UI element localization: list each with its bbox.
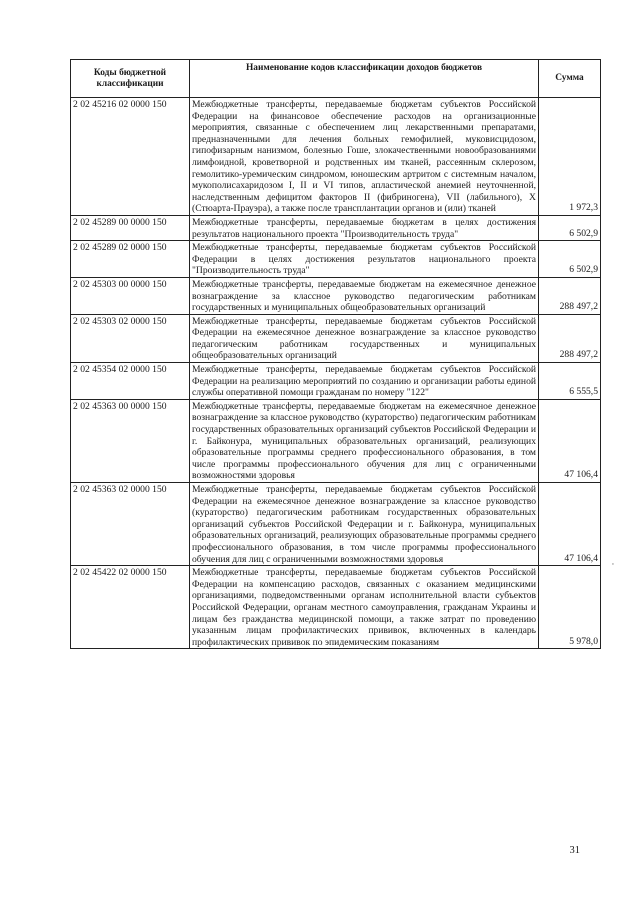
amount-cell: 5 978,0 — [539, 566, 601, 649]
revenue-name-cell: Межбюджетные трансферты, передаваемые бюджетам на ежемесячное денежное вознаграждение за классное руководство (кураторство) педагогическим работникам государственных образовательных организаций субъектов Российской Федерации и г. Байконура, муниципальных образовательных организаций, реализующих образовательные программы среднего профессионального образования, в том числе программы профессионального обучения для лиц с ограниченными возможностями здоровья — [190, 399, 539, 482]
revenue-name-cell: Межбюджетные трансферты, передаваемые бюджетам субъектов Российской Федерации в целях достижения результатов национального проекта "Производительность труда" — [190, 241, 539, 278]
amount-cell: 288 497,2 — [539, 277, 601, 314]
margin-mark: ' — [612, 562, 614, 570]
revenue-name-cell: Межбюджетные трансферты, передаваемые бюджетам субъектов Российской Федерации на реализацию мероприятий по созданию и организации работы единой службы оперативной помощи гражданам по номеру "122" — [190, 363, 539, 400]
budget-code-cell: 2 02 45363 02 0000 150 — [71, 483, 190, 566]
amount-cell: 6 502,9 — [539, 241, 601, 278]
page-number: 31 — [569, 845, 580, 856]
table-header-row — [71, 60, 601, 98]
table-row — [71, 314, 601, 362]
budget-code-cell: 2 02 45354 02 0000 150 — [71, 363, 190, 400]
budget-code-cell: 2 02 45303 00 0000 150 — [71, 277, 190, 314]
budget-code-cell: 2 02 45289 02 0000 150 — [71, 241, 190, 278]
table-row — [71, 483, 601, 566]
revenue-name-cell: Межбюджетные трансферты, передаваемые бюджетам субъектов Российской Федерации на ежемесячное денежное вознаграждение за классное руководство педагогическим работникам государственных и муниципальных общеобразовательных организаций — [190, 314, 539, 362]
budget-code-cell: 2 02 45216 02 0000 150 — [71, 98, 190, 216]
budget-code-cell: 2 02 45289 00 0000 150 — [71, 215, 190, 240]
table-row — [71, 363, 601, 400]
table-row — [71, 277, 601, 314]
header-code-names: Наименование кодов классификации доходов бюджетов — [190, 60, 539, 98]
table-row — [71, 98, 601, 216]
table-row — [71, 241, 601, 278]
revenue-name-cell: Межбюджетные трансферты, передаваемые бюджетам субъектов Российской Федерации на компенсацию расходов, связанных с оказанием медицинскими организациями, подведомственными органам исполнительной власти субъектов Российской Федерации, органам местного самоуправления, гражданам Украины и лицам без гражданства медицинской помощи, а также затрат по проведению указанным лицам профилактических прививок, включенных в календарь профилактических прививок по эпидемическим показаниям — [190, 566, 539, 649]
revenue-name-cell: Межбюджетные трансферты, передаваемые бюджетам субъектов Российской Федерации на ежемесячное денежное вознаграждение за классное руководство (кураторство) педагогическим работникам государственных образовательных организаций субъектов Российской Федерации и г. Байконура, муниципальных образовательных организаций, реализующих образовательные программы среднего профессионального образования, в том числе программы профессионального обучения для лиц с ограниченными возможностями здоровья — [190, 483, 539, 566]
amount-cell: 47 106,4 — [539, 483, 601, 566]
amount-cell: 6 502,9 — [539, 215, 601, 240]
budget-code-cell: 2 02 45303 02 0000 150 — [71, 314, 190, 362]
budget-code-cell: 2 02 45363 00 0000 150 — [71, 399, 190, 482]
amount-cell: 1 972,3 — [539, 98, 601, 216]
table-row — [71, 399, 601, 482]
header-budget-codes: Коды бюджетной классификации — [71, 60, 190, 98]
amount-cell: 6 555,5 — [539, 363, 601, 400]
budget-code-cell: 2 02 45422 02 0000 150 — [71, 566, 190, 649]
amount-cell: 288 497,2 — [539, 314, 601, 362]
header-amount: Сумма — [539, 60, 601, 98]
table-row — [71, 566, 601, 649]
revenue-name-cell: Межбюджетные трансферты, передаваемые бюджетам на ежемесячное денежное вознаграждение за классное руководство педагогическим работникам государственных и муниципальных общеобразовательных организаций — [190, 277, 539, 314]
budget-revenue-table — [70, 59, 601, 649]
revenue-name-cell: Межбюджетные трансферты, передаваемые бюджетам субъектов Российской Федерации на финансовое обеспечение расходов на организационные мероприятия, связанные с обеспечением лиц лекарственными препаратами, предназначенными для лечения больных гемофилией, муковисцидозом, гипофизарным нанизмом, болезнью Гоше, злокачественными новообразованиями лимфоидной, кроветворной и родственных им тканей, рассеянным склерозом, гемолитико-уремическим синдромом, юношеским артритом с системным началом, мукополисахаридозом I, II и VI типов, апластической анемией неуточненной, наследственным дефицитом факторов II (фибриногена), VII (лабильного), X (Стюарта-Прауэра), а также после трансплантации органов и (или) тканей — [190, 98, 539, 216]
amount-cell: 47 106,4 — [539, 399, 601, 482]
table-row — [71, 215, 601, 240]
revenue-name-cell: Межбюджетные трансферты, передаваемые бюджетам в целях достижения результатов национального проекта "Производительность труда" — [190, 215, 539, 240]
